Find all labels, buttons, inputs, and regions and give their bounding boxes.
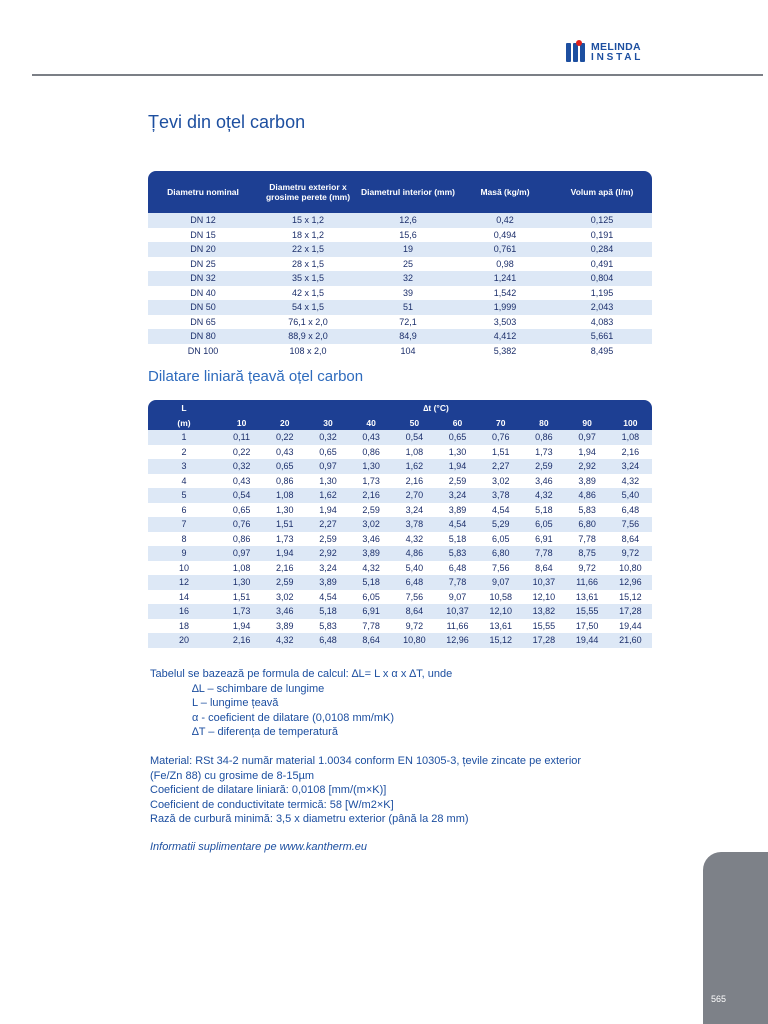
table-cell: 4,86 [393,546,436,561]
table-cell: 12,10 [479,604,522,619]
header-delta-t-value: 80 [522,415,565,430]
table-row [148,532,652,547]
table-cell: 0,804 [552,271,652,286]
table-cell: 10,37 [436,604,479,619]
table-cell: 4,86 [566,488,609,503]
header-water-volume: Volum apă (l/m) [552,171,652,213]
table-cell: 2,59 [522,459,565,474]
table-cell: 8,495 [590,345,614,356]
dilation-table-subheader-row [148,415,652,430]
table-cell: 0,43 [232,475,251,486]
table-row [148,329,652,344]
table-cell: 9 [148,546,220,561]
table-cell: 8,75 [566,546,609,561]
table-cell: 0,65 [319,446,337,457]
table-cell: 1,08 [609,430,652,445]
table-cell: 4,412 [458,329,552,344]
table-cell: 4,54 [491,504,510,515]
table-row [148,430,652,445]
table-cell: 5,83 [578,504,596,515]
table-cell: 0,494 [493,229,517,240]
header-delta-t-value: 50 [393,415,436,430]
table-row [148,604,652,619]
table-cell: 0,761 [458,242,552,257]
table-cell: 10 [178,562,189,573]
table-cell: DN 25 [190,258,216,269]
table-cell: 6,48 [448,562,467,573]
table-cell: 7,56 [609,517,652,532]
table-cell: DN 12 [148,213,258,228]
table-cell: 7,56 [491,562,510,573]
table-cell: 19,44 [566,633,609,648]
header-mass: Masă (kg/m) [458,171,552,213]
header-delta-t-value: 70 [479,415,522,430]
table-row [148,590,652,605]
table-cell: 1,94 [578,446,596,457]
table-cell: 7,78 [578,533,596,544]
material-specs [150,754,581,827]
table-cell: 6,05 [362,591,380,602]
table-cell: 2,70 [393,488,436,503]
formula-note [150,667,452,740]
table-cell: 7,56 [405,591,424,602]
header-delta-t-value: 90 [566,415,609,430]
header-delta-t-value: 10 [220,415,263,430]
table-cell: 6,48 [393,575,436,590]
table-cell: 15,55 [532,620,556,631]
table-cell: 6,91 [535,533,553,544]
header-nominal-diameter: Diametru nominal [148,171,258,213]
table-cell: 1,51 [232,591,251,602]
table-cell: 2,27 [479,459,522,474]
header-delta-t-value: 30 [306,415,349,430]
table-cell: 19 [358,242,458,257]
table-cell: 0,97 [566,430,609,445]
table-cell: 20 [148,633,220,648]
table-cell: 39 [402,287,413,298]
table-cell: 5,83 [436,546,479,561]
table-cell: 3,24 [609,459,652,474]
formula-item: α - coeficient de dilatare (0,0108 mm/mK) [192,711,394,724]
table-cell: 4,32 [522,488,565,503]
table-cell: 7,78 [436,575,479,590]
table-cell: 2,92 [566,459,609,474]
table-cell: 3,46 [263,604,306,619]
table-cell: 0,54 [220,488,263,503]
table-cell: 2,16 [350,488,393,503]
table-cell: 4,54 [436,517,479,532]
table-cell: 13,82 [522,604,565,619]
table-cell: 6,48 [621,504,640,515]
formula-item: ∆L – schimbare de lungime [192,682,325,695]
header-inner-diameter: Diametrul interior (mm) [358,171,458,213]
table-row [148,474,652,489]
table-cell: 0,284 [552,242,652,257]
table-cell: 6,05 [491,533,510,544]
table-cell: 1,542 [493,287,517,298]
table-cell: 8,64 [535,562,553,573]
header-delta-t-value: 40 [350,415,393,430]
table-cell: 0,86 [522,430,565,445]
table-cell: 0,191 [590,229,614,240]
table-cell: 18 [178,620,189,631]
table-row [148,561,652,576]
logo-mark-icon [566,40,588,62]
table-cell: 35 x 1,5 [258,271,358,286]
table-cell: 28 x 1,5 [291,258,325,269]
table-cell: 7,78 [362,620,380,631]
table-cell: 15,12 [619,591,642,602]
table-row [148,546,652,561]
table-cell: 2,16 [220,633,263,648]
table-row [148,459,652,474]
table-row [148,271,652,286]
table-cell: 1,51 [263,517,306,532]
table-cell: 5,382 [493,345,517,356]
table-cell: 25 [402,258,413,269]
header-divider [32,74,763,76]
table-cell: 1,73 [276,533,294,544]
table-cell: 5,18 [350,575,393,590]
table-cell: 2,27 [306,517,349,532]
table-cell: 2,59 [362,504,380,515]
table-row [148,213,652,228]
table-cell: DN 50 [148,300,258,315]
table-cell: 3,24 [319,562,337,573]
table-cell: 5,18 [306,604,349,619]
table-cell: 3,02 [276,591,294,602]
formula-intro: Tabelul se bazează pe formula de calcul: ∆L= L x α x ∆T, unde [150,668,453,680]
table-cell: 6,80 [566,517,609,532]
pipe-table-header-row [148,171,652,213]
header-delta-t: ∆t (°C) [220,400,652,415]
table-cell: 5,40 [405,562,424,573]
table-cell: 0,54 [393,430,436,445]
table-cell: 12,10 [532,591,556,602]
table-cell: 5,40 [609,488,652,503]
table-row [148,242,652,257]
table-cell: 2 [181,446,187,457]
section-subtitle: Dilatare liniară țeavă oțel carbon [148,368,364,385]
table-cell: 3,02 [491,475,510,486]
logo-text-melinda: MELINDA [591,41,641,53]
table-cell: 1,94 [232,620,251,631]
table-cell: 1,51 [491,446,510,457]
table-cell: 108 x 2,0 [289,345,327,356]
table-cell: 0,97 [306,459,349,474]
table-cell: 17,28 [609,604,652,619]
table-row [148,575,652,590]
table-cell: 21,60 [609,633,652,648]
table-cell: 3,46 [535,475,553,486]
material-line: Coeficient de conductivitate termică: 58 [W/m2×K] [150,798,394,811]
table-cell: 0,32 [220,459,263,474]
table-cell: 10,58 [489,591,512,602]
material-line: Rază de curbură minimă: 3,5 x diametru exterior (până la 28 mm) [150,813,469,826]
table-cell: 0,86 [276,475,294,486]
table-cell: 12,96 [609,575,652,590]
table-cell: DN 40 [190,287,216,298]
table-cell: 12,96 [436,633,479,648]
table-cell: 4,083 [590,316,614,327]
table-cell: 15,6 [399,229,417,240]
table-cell: 1,08 [232,562,251,573]
table-cell: 1,30 [276,504,294,515]
table-cell: 8,64 [350,633,393,648]
table-cell: DN 65 [190,316,216,327]
table-cell: 5,661 [552,329,652,344]
table-cell: 1,94 [436,459,479,474]
table-row [148,257,652,272]
table-cell: 4,32 [263,633,306,648]
table-cell: 0,97 [220,546,263,561]
header-length-unit: (m) [148,415,220,430]
more-info-note: Informatii suplimentare pe www.kantherm.eu [150,841,368,853]
table-cell: 2,043 [552,300,652,315]
table-row [148,633,652,648]
table-cell: 10,80 [619,562,642,573]
table-row [148,286,652,301]
table-cell: 1,94 [263,546,306,561]
table-cell: 1,73 [220,604,263,619]
table-cell: DN 15 [190,229,216,240]
table-cell: 7,78 [522,546,565,561]
table-cell: 11,66 [566,575,609,590]
table-cell: 6,05 [522,517,565,532]
material-line: Material: RSt 34-2 număr material 1.0034 conform EN 10305-3, țevile zincate pe exterior [150,755,582,767]
table-cell: 4,32 [405,533,424,544]
table-cell: 0,65 [263,459,306,474]
table-cell: 1,08 [263,488,306,503]
table-cell: 0,42 [458,213,552,228]
table-cell: 3,46 [362,533,380,544]
table-cell: 9,72 [405,620,424,631]
table-cell: 3,24 [405,504,424,515]
table-cell: 9,72 [609,546,652,561]
table-cell: 0,125 [552,213,652,228]
page-number: 565 [711,994,727,1004]
table-cell: 1,30 [220,575,263,590]
table-cell: 5,83 [319,620,337,631]
table-cell: 10,37 [522,575,565,590]
table-cell: 5,29 [479,517,522,532]
table-row [148,488,652,503]
table-cell: 0,491 [590,258,614,269]
formula-item: ∆T – diferența de temperatură [192,726,338,739]
table-row [148,315,652,330]
table-cell: 1,08 [405,446,424,457]
table-cell: 9,07 [479,575,522,590]
table-cell: 10,80 [393,633,436,648]
table-cell: 7 [148,517,220,532]
table-cell: 5,18 [535,504,553,515]
table-cell: 0,86 [232,533,251,544]
table-cell: 15,12 [479,633,522,648]
table-cell: 1,94 [319,504,337,515]
table-cell: 8 [181,533,187,544]
table-cell: 3,02 [350,517,393,532]
table-cell: 11,66 [446,620,469,631]
table-cell: DN 80 [148,329,258,344]
table-cell: 0,86 [362,446,380,457]
table-row [148,228,652,243]
table-cell: 1,30 [319,475,337,486]
table-cell: 6,91 [350,604,393,619]
table-cell: 16 [148,604,220,619]
table-cell: 1,30 [448,446,467,457]
table-cell: 0,76 [479,430,522,445]
table-cell: 13,61 [489,620,512,631]
table-cell: 32 [358,271,458,286]
table-cell: 84,9 [358,329,458,344]
table-row [148,503,652,518]
header-length: L [148,400,220,415]
table-cell: 3,89 [276,620,294,631]
table-cell: 72,1 [399,316,417,327]
table-cell: 88,9 x 2,0 [258,329,358,344]
material-line: (Fe/Zn 88) cu grosime de 8-15µm [150,769,315,782]
table-cell: 18 x 1,2 [291,229,325,240]
table-cell: DN 32 [148,271,258,286]
table-cell: 12,6 [358,213,458,228]
table-cell: 2,16 [276,562,294,573]
table-row [148,344,652,359]
table-cell: 5,18 [448,533,467,544]
table-cell: 3,89 [350,546,393,561]
table-cell: 3,24 [436,488,479,503]
table-row [148,300,652,315]
table-cell: 1,73 [362,475,380,486]
table-cell: 4 [181,475,187,486]
table-cell: 2,59 [319,533,337,544]
table-cell: DN 20 [148,242,258,257]
header-delta-t-value: 60 [436,415,479,430]
formula-item: L – lungime țeavă [192,697,279,710]
material-line: Coeficient de dilatare liniară: 0,0108 [mm/(m×K)] [150,784,387,797]
table-cell: 6,48 [306,633,349,648]
table-cell: 14 [178,591,189,602]
table-cell: 3,78 [479,488,522,503]
table-cell: 9,72 [578,562,596,573]
table-cell: 0,22 [263,430,306,445]
table-cell: 2,59 [448,475,467,486]
table-cell: 1,30 [350,459,393,474]
table-cell: 22 x 1,5 [258,242,358,257]
page-title: Țevi din oțel carbon [148,112,306,132]
table-cell: 1,241 [458,271,552,286]
table-cell: 0,43 [350,430,393,445]
table-cell: 6,80 [479,546,522,561]
table-cell: 1,62 [393,459,436,474]
table-cell: 0,32 [306,430,349,445]
table-cell: 9,07 [448,591,467,602]
header-outer-diameter: Diametru exterior x grosime perete (mm) [258,171,358,213]
table-cell: 1,62 [306,488,349,503]
table-cell: 2,16 [621,446,640,457]
table-row [148,445,652,460]
table-cell: 4,32 [362,562,380,573]
table-cell: 1,73 [535,446,553,457]
table-cell: 1,195 [590,287,614,298]
table-cell: 2,59 [263,575,306,590]
table-row [148,619,652,634]
table-cell: 3,503 [493,316,517,327]
dilation-table-header-row [148,400,652,415]
table-cell: 13,61 [575,591,599,602]
table-cell: 0,98 [496,258,514,269]
table-cell: 12 [148,575,220,590]
table-cell: 0,43 [276,446,294,457]
table-cell: DN 100 [187,345,219,356]
table-cell: 15 x 1,2 [258,213,358,228]
table-cell: 42 x 1,5 [291,287,325,298]
melinda-instal-logo [566,40,656,64]
table-cell: 17,50 [575,620,599,631]
table-cell: 3 [148,459,220,474]
table-cell: 3,89 [306,575,349,590]
table-cell: 0,65 [232,504,251,515]
table-cell: 3,89 [448,504,467,515]
table-cell: 54 x 1,5 [258,300,358,315]
table-cell: 5 [148,488,220,503]
table-cell: 1 [148,430,220,445]
table-cell: 104 [400,345,416,356]
table-cell: 19,44 [619,620,642,631]
table-cell: 2,16 [405,475,424,486]
table-cell: 51 [358,300,458,315]
logo-text-instal: INSTAL [591,52,644,63]
table-cell: 3,89 [578,475,596,486]
header-delta-t-value: 20 [263,415,306,430]
header-delta-t-value: 100 [609,415,652,430]
table-cell: 4,32 [621,475,640,486]
table-cell: 8,64 [621,533,640,544]
linear-dilation-table [148,400,652,648]
table-cell: 3,78 [393,517,436,532]
table-cell: 2,92 [306,546,349,561]
table-cell: 1,999 [458,300,552,315]
table-cell: 4,54 [319,591,337,602]
table-cell: 6 [181,504,187,515]
table-cell: 17,28 [522,633,565,648]
table-cell: 0,22 [232,446,251,457]
table-cell: 0,11 [220,430,263,445]
table-cell: 76,1 x 2,0 [288,316,328,327]
table-cell: 0,65 [436,430,479,445]
table-row [148,517,652,532]
table-cell: 0,76 [220,517,263,532]
table-cell: 8,64 [393,604,436,619]
pipe-dimensions-table [148,171,652,358]
table-cell: 15,55 [566,604,609,619]
